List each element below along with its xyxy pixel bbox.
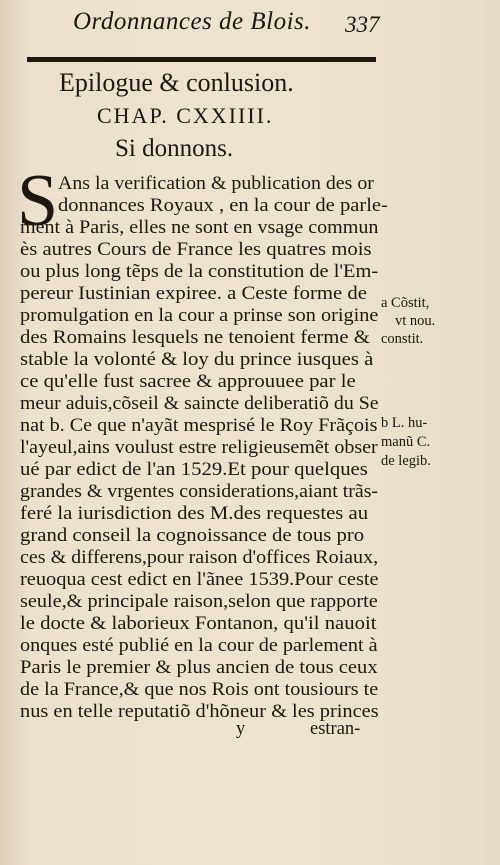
- text-line: ces & differens,pour raison d'offices Roiaux,: [20, 548, 379, 568]
- text-line: promulgation en la cour a prinse son origine: [20, 306, 379, 326]
- margin-note-b-line: manũ C.: [381, 434, 431, 450]
- text-line: des Romains lesquels ne tenoient ferme &: [20, 328, 370, 348]
- margin-note-b-line: de legib.: [381, 453, 431, 469]
- catchword-left: y: [236, 719, 246, 739]
- margin-note-b-line: b L. hu-: [381, 415, 428, 431]
- text-line: seule,& principale raison,selon que rapporte: [20, 592, 378, 612]
- text-line: de la France,& que nos Rois ont tousiours te: [20, 680, 379, 700]
- text-line: Paris le premier & plus ancien de tous ceux: [20, 658, 378, 678]
- drop-cap: S: [17, 160, 59, 242]
- section-title: Epilogue & conlusion.: [59, 68, 294, 97]
- text-line: nat b. Ce que n'ayãt mesprisé le Roy Frãçois: [20, 416, 378, 436]
- text-line: l'ayeul,ains voulust estre religieusemẽt obser: [20, 438, 378, 458]
- text-line: ce qu'elle fust sacree & approuuee par le: [20, 372, 356, 392]
- margin-note-a-line: vt nou.: [395, 313, 436, 329]
- section-subtitle: Si donnons.: [115, 135, 234, 162]
- text-line: reuoqua cest edict en l'ãnee 1539.Pour ceste: [20, 570, 379, 590]
- text-line: le docte & laborieux Fontanon, qu'il nauoit: [20, 614, 377, 634]
- text-line: feré la iurisdiction des M.des requestes au: [20, 504, 369, 524]
- text-line: Ans la verification & publication des or: [58, 174, 374, 194]
- margin-note-a-line: a Cõstit,: [381, 295, 430, 311]
- text-line: pereur Iustinian expiree. a Ceste forme de: [20, 284, 367, 304]
- text-line: donnances Royaux , en la cour de parle-: [58, 196, 388, 216]
- text-line: grand conseil la cognoissance de tous pro: [20, 526, 365, 546]
- header-rule: [27, 57, 376, 62]
- text-line: ment à Paris, elles ne sont en vsage commun: [20, 218, 379, 238]
- text-line: ès autres Cours de France les quatres mois: [20, 240, 372, 260]
- chapter-heading: CHAP. CXXIIII.: [97, 103, 274, 128]
- catchword: estran-: [310, 719, 361, 739]
- text-line: nus en telle reputatiõ d'hõneur & les princes: [20, 702, 379, 722]
- text-line: stable la volonté & loy du prince iusques à: [20, 350, 374, 370]
- text-line: onques esté publié en la cour de parlement à: [20, 636, 378, 656]
- page-number: 337: [345, 12, 380, 37]
- margin-note-a-line: constit.: [381, 331, 424, 347]
- text-line: grandes & vrgentes considerations,aiant trãs-: [20, 482, 379, 502]
- text-line: meur aduis,cõseil & saincte deliberatiõ du Se: [20, 394, 379, 414]
- text-line: ué par edict de l'an 1529.Et pour quelques: [20, 460, 368, 480]
- text-line: ou plus long tẽps de la constitution de l'Em-: [20, 262, 379, 282]
- running-title: Ordonnances de Blois.: [73, 8, 312, 35]
